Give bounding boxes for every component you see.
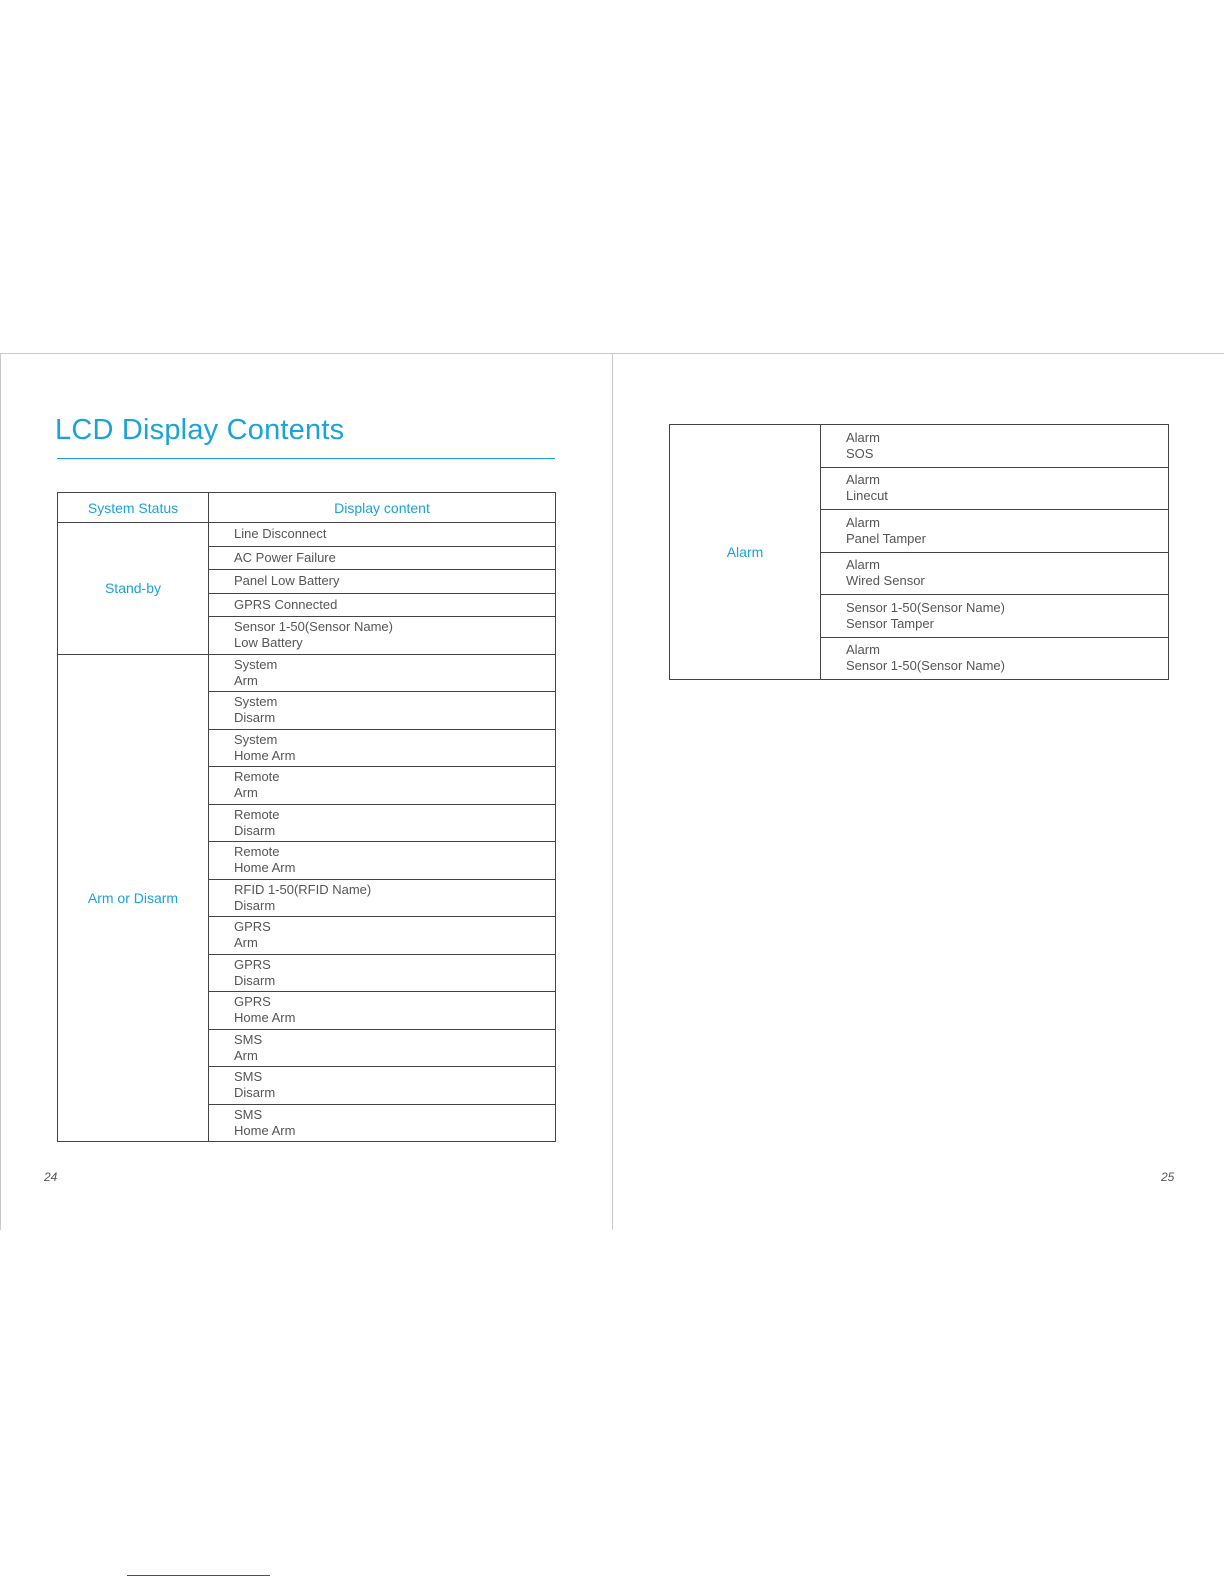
display-content-cell [209, 954, 556, 992]
display-content-cell [209, 593, 556, 617]
display-content-line: Panel Low Battery [234, 573, 340, 589]
display-content-cell [821, 467, 1169, 510]
display-content-line: Disarm [234, 710, 276, 726]
display-content-line: Disarm [234, 897, 276, 913]
display-content-line: Sensor Tamper [846, 615, 934, 631]
display-content-cell [209, 617, 556, 655]
table-row [58, 523, 556, 547]
table-body [670, 425, 1169, 680]
display-content-cell [209, 879, 556, 917]
page-spine-divider [612, 353, 613, 1230]
table-header-row [58, 493, 556, 523]
display-content-line: Disarm [234, 972, 276, 988]
status-cell: Stand-by [58, 523, 209, 655]
page-edge-left [0, 353, 1, 1230]
display-content-line: GPRS Connected [234, 596, 338, 612]
header-system-status: System Status [58, 493, 209, 523]
display-content-line: System [234, 731, 278, 747]
display-content-cell [209, 692, 556, 730]
display-content-line: Line Disconnect [234, 526, 327, 542]
display-content-line: Alarm [846, 472, 880, 488]
page-title: LCD Display Contents [55, 414, 345, 446]
display-content-line: SMS [234, 1106, 263, 1122]
display-content-line: GPRS [234, 956, 271, 972]
display-content-line: Home Arm [234, 1010, 296, 1026]
display-content-line: Arm [234, 672, 258, 688]
table-body [58, 523, 556, 1142]
display-content-line: Linecut [846, 488, 888, 504]
display-content-line: Alarm [846, 514, 880, 530]
display-content-line: Panel Tamper [846, 530, 926, 546]
display-content-line: RFID 1-50(RFID Name) [234, 881, 372, 897]
display-content-cell [209, 842, 556, 880]
display-content-line: SMS [234, 1069, 263, 1085]
display-content-line: Sensor 1-50(Sensor Name) [846, 658, 1005, 674]
page-number-left: 24 [44, 1170, 58, 1184]
display-content-line: Home Arm [234, 747, 296, 763]
display-content-cell [209, 546, 556, 570]
status-cell: Alarm [670, 425, 821, 680]
display-content-line: Alarm [846, 642, 880, 658]
display-content-line: Arm [234, 935, 258, 951]
display-content-line: Low Battery [234, 635, 303, 651]
display-content-line: Remote [234, 844, 280, 860]
display-content-line: Arm [234, 785, 258, 801]
status-cell: Arm or Disarm [58, 654, 209, 1142]
display-content-line: Remote [234, 769, 280, 785]
display-content-line: Alarm [846, 429, 880, 445]
display-content-cell [209, 1067, 556, 1105]
alarm-display-table [669, 424, 1169, 680]
display-content-cell [209, 917, 556, 955]
table-row [670, 425, 1169, 468]
display-content-cell [209, 804, 556, 842]
display-content-cell [821, 637, 1169, 680]
display-content-line: Sensor 1-50(Sensor Name) [234, 619, 393, 635]
display-content-line: SOS [846, 445, 874, 461]
display-content-cell [209, 654, 556, 692]
display-content-line: GPRS [234, 994, 271, 1010]
page-number-right: 25 [1161, 1170, 1175, 1184]
table-row [58, 654, 556, 692]
display-content-line: Disarm [234, 1085, 276, 1101]
header-display-content: Display content [209, 493, 556, 523]
link-underline [127, 1575, 270, 1576]
display-content-line: Home Arm [234, 1122, 296, 1138]
display-content-cell [209, 992, 556, 1030]
display-content-line: Wired Sensor [846, 573, 925, 589]
display-content-line: GPRS [234, 919, 271, 935]
display-content-cell [821, 595, 1169, 638]
display-content-cell [209, 1029, 556, 1067]
display-content-line: System [234, 656, 278, 672]
display-content-line: Alarm [846, 557, 880, 573]
display-content-line: Disarm [234, 822, 276, 838]
display-content-cell [209, 1104, 556, 1142]
display-content-line: Home Arm [234, 860, 296, 876]
display-content-cell [209, 767, 556, 805]
display-content-cell [209, 729, 556, 767]
lcd-display-table [57, 492, 556, 1142]
display-content-cell [209, 570, 556, 594]
display-content-cell [821, 552, 1169, 595]
display-content-line: Arm [234, 1047, 258, 1063]
display-content-line: Remote [234, 806, 280, 822]
display-content-cell [821, 425, 1169, 468]
display-content-cell [209, 523, 556, 547]
display-content-line: System [234, 694, 278, 710]
title-underline [57, 458, 555, 459]
display-content-cell [821, 510, 1169, 553]
display-content-line: SMS [234, 1031, 263, 1047]
display-content-line: AC Power Failure [234, 549, 336, 565]
display-content-line: Sensor 1-50(Sensor Name) [846, 599, 1005, 615]
